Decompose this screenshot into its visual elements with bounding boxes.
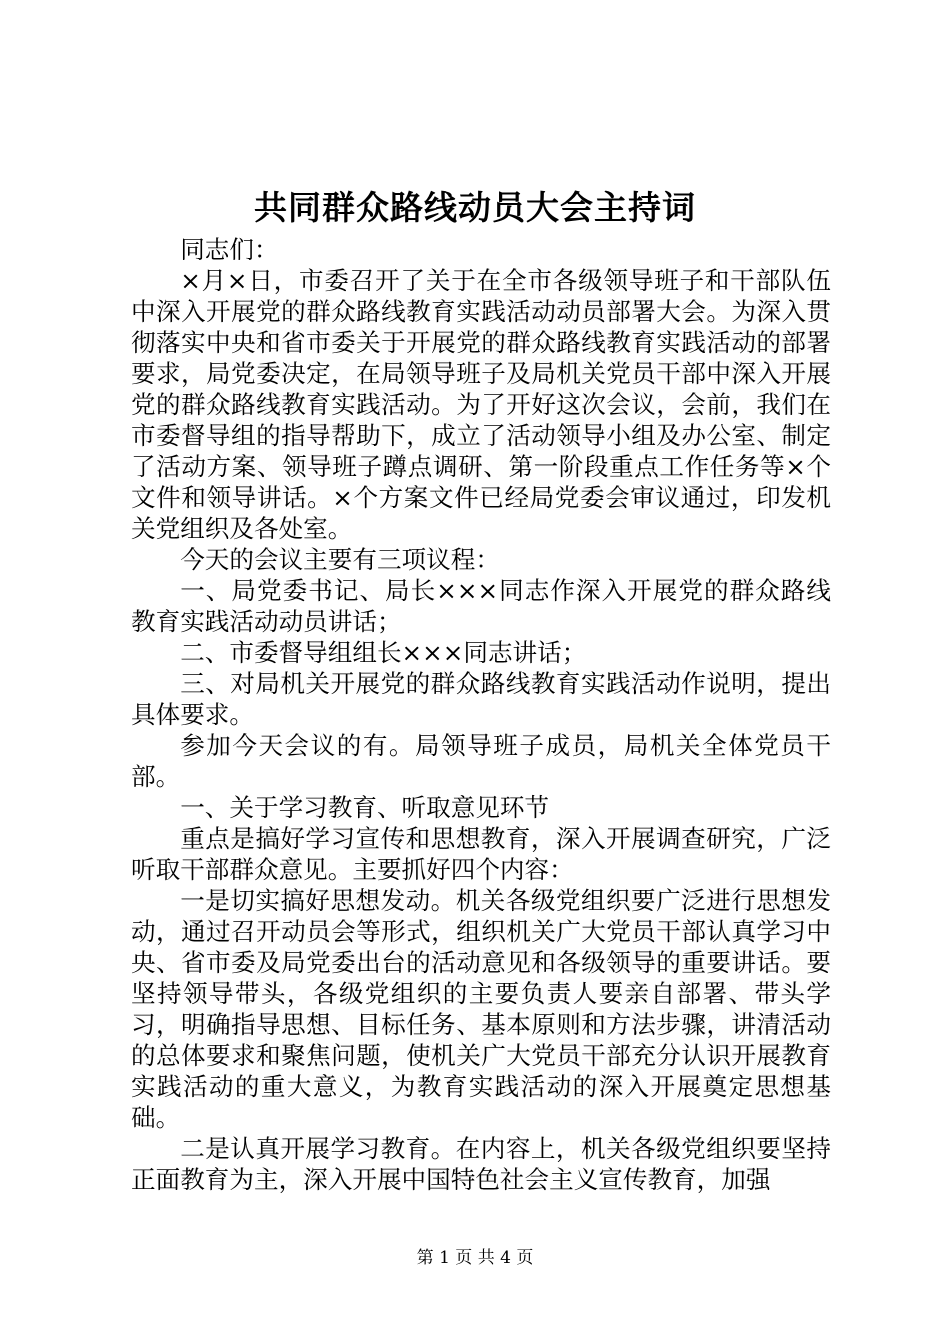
paragraph: 二是认真开展学习教育。在内容上，机关各级党组织要坚持正面教育为主，深入开展中国特色社会主义宣传教育，加强 [131, 1134, 831, 1194]
page-footer: 第 1 页 共 4 页 [416, 1248, 534, 1268]
paragraph: 一是切实搞好思想发动。机关各级党组织要广泛进行思想发动，通过召开动员会等形式，组织机关广大党员干部认真学习中央、省市委及局党委出台的活动意见和各级领导的重要讲话。要坚持领导带头，各级党组织的主要负责人要亲自部署、带头学习，明确指导思想、目标任务、基本原则和方法步骤，讲清活动的总体要求和聚焦问题，使机关广大党员干部充分认识开展教育实践活动的重大意义，为教育实践活动的深入开展奠定思想基础。 [131, 886, 831, 1132]
paragraph: 参加今天会议的有。局领导班子成员，局机关全体党员干部。 [131, 731, 831, 791]
document-title: 共同群众路线动员大会主持词 [254, 188, 696, 227]
paragraph: 今天的会议主要有三项议程： [180, 545, 500, 574]
paragraph: ×月×日，市委召开了关于在全市各级领导班子和干部队伍中深入开展党的群众路线教育实践活动动员部署大会。为深入贯彻落实中央和省市委关于开展党的群众路线教育实践活动的部署要求，局党委决定，在局领导班子及局机关党员干部中深入开展党的群众路线教育实践活动。为了开好这次会议，会前，我们在市委督导组的指导帮助下，成立了活动领导小组及办公室、制定了活动方案、领导班子蹲点调研、第一阶段重点工作任务等×个文件和领导讲话。×个方案文件已经局党委会审议通过，印发机关党组织及各处室。 [131, 266, 831, 543]
paragraph: 重点是搞好学习宣传和思想教育，深入开展调查研究，广泛听取干部群众意见。主要抓好四个内容： [131, 824, 831, 884]
paragraph-salutation: 同志们： [180, 235, 279, 264]
agenda-item: 三、对局机关开展党的群众路线教育实践活动作说明，提出具体要求。 [131, 669, 831, 729]
agenda-item: 二、市委督导组组长×××同志讲话； [180, 638, 587, 667]
section-heading: 一、关于学习教育、听取意见环节 [180, 793, 550, 822]
agenda-item: 一、局党委书记、局长×××同志作深入开展党的群众路线教育实践活动动员讲话； [131, 576, 831, 636]
document-body [131, 234, 831, 1195]
